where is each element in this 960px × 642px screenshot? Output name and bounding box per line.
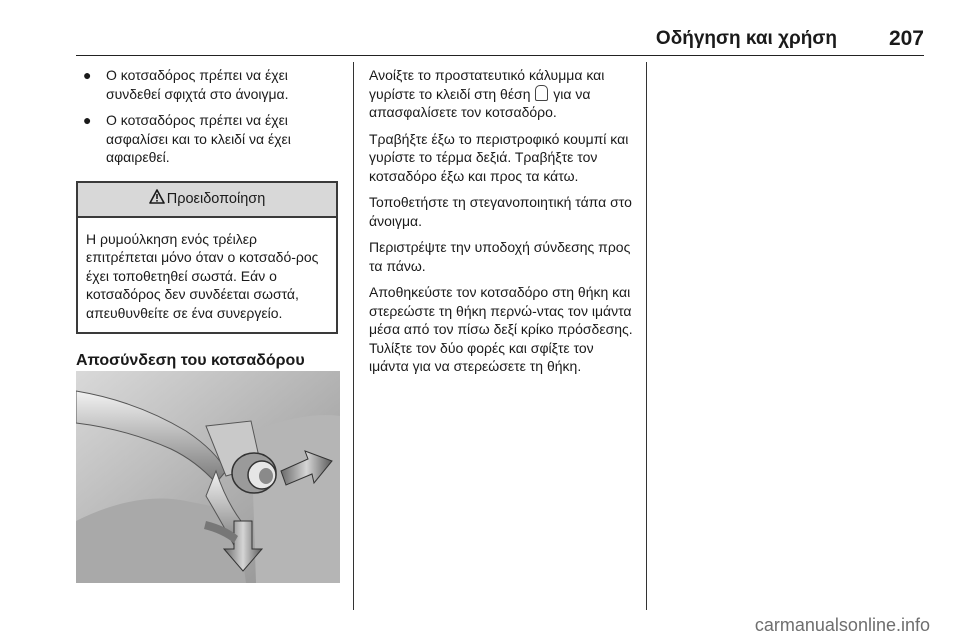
paragraph: Τραβήξτε έξω το περιστροφικό κουμπί και γυρίστε το τέρμα δεξιά. Τραβήξτε τον κοτσαδόρο έξω και προς τα κάτω. — [369, 130, 629, 184]
bullet-text: Ο κοτσαδόρος πρέπει να έχει ασφαλίσει και το κλειδί να έχει αφαιρεθεί. — [106, 112, 291, 165]
watermark: carmanualsonline.info — [754, 615, 930, 635]
warning-header — [78, 183, 336, 218]
warning-box — [76, 181, 338, 335]
warning-triangle-icon — [149, 189, 165, 210]
list-item — [76, 111, 341, 167]
paragraph-text: Ανοίξτε το προστατευτικό κάλυμμα και γυρίστε το κλειδί στη θέση — [369, 67, 605, 102]
header-rule — [76, 55, 924, 56]
page-number: 207 — [888, 27, 924, 50]
key-unlock-position-icon — [535, 85, 548, 101]
bullet-text: Ο κοτσαδόρος πρέπει να έχει συνδεθεί σφιχτά στο άνοιγμα. — [106, 67, 289, 102]
paragraph: Αποθηκεύστε τον κοτσαδόρο στη θήκη και στερεώστε τη θήκη περνώ-ντας τον ιμάντα μέσα από τον πίσω δεξί κρίκο πρόσδεσης. Τυλίξτε τον δύο φορές και σφίξτε τον ιμάντα για να στερεώσετε τη θήκη. — [369, 284, 633, 374]
section-heading: Αποσύνδεση του κοτσαδόρου — [76, 352, 305, 369]
bullet-icon: ● — [83, 112, 92, 128]
right-column — [369, 66, 634, 384]
warning-text: Η ρυμούλκηση ενός τρέιλερ επιτρέπεται μόνο όταν ο κοτσαδό-ρος έχει τοποθετηθεί σωστά. Εάν ο κοτσαδόρος δεν συνδέεται σωστά, απευθυνθείτε σε ένα συνεργείο. — [86, 230, 319, 321]
column-divider-right — [646, 62, 647, 610]
page-header-title: Οδήγηση και χρήση — [655, 28, 837, 49]
list-item — [76, 66, 341, 103]
paragraph: Περιστρέψτε την υποδοχή σύνδεσης προς τα πάνω. — [369, 239, 631, 274]
left-column — [76, 66, 341, 371]
paragraph — [369, 66, 634, 122]
warning-title: Προειδοποίηση — [166, 190, 266, 207]
paragraph: Τοποθετήστε τη στεγανοποιητική τάπα στο άνοιγμα. — [369, 194, 632, 229]
tow-bar-illustration — [76, 371, 340, 583]
column-divider — [353, 62, 354, 610]
bullet-icon: ● — [83, 67, 92, 83]
paragraph-text: για να απασφαλίσετε τον κοτσαδόρο. — [369, 85, 591, 120]
